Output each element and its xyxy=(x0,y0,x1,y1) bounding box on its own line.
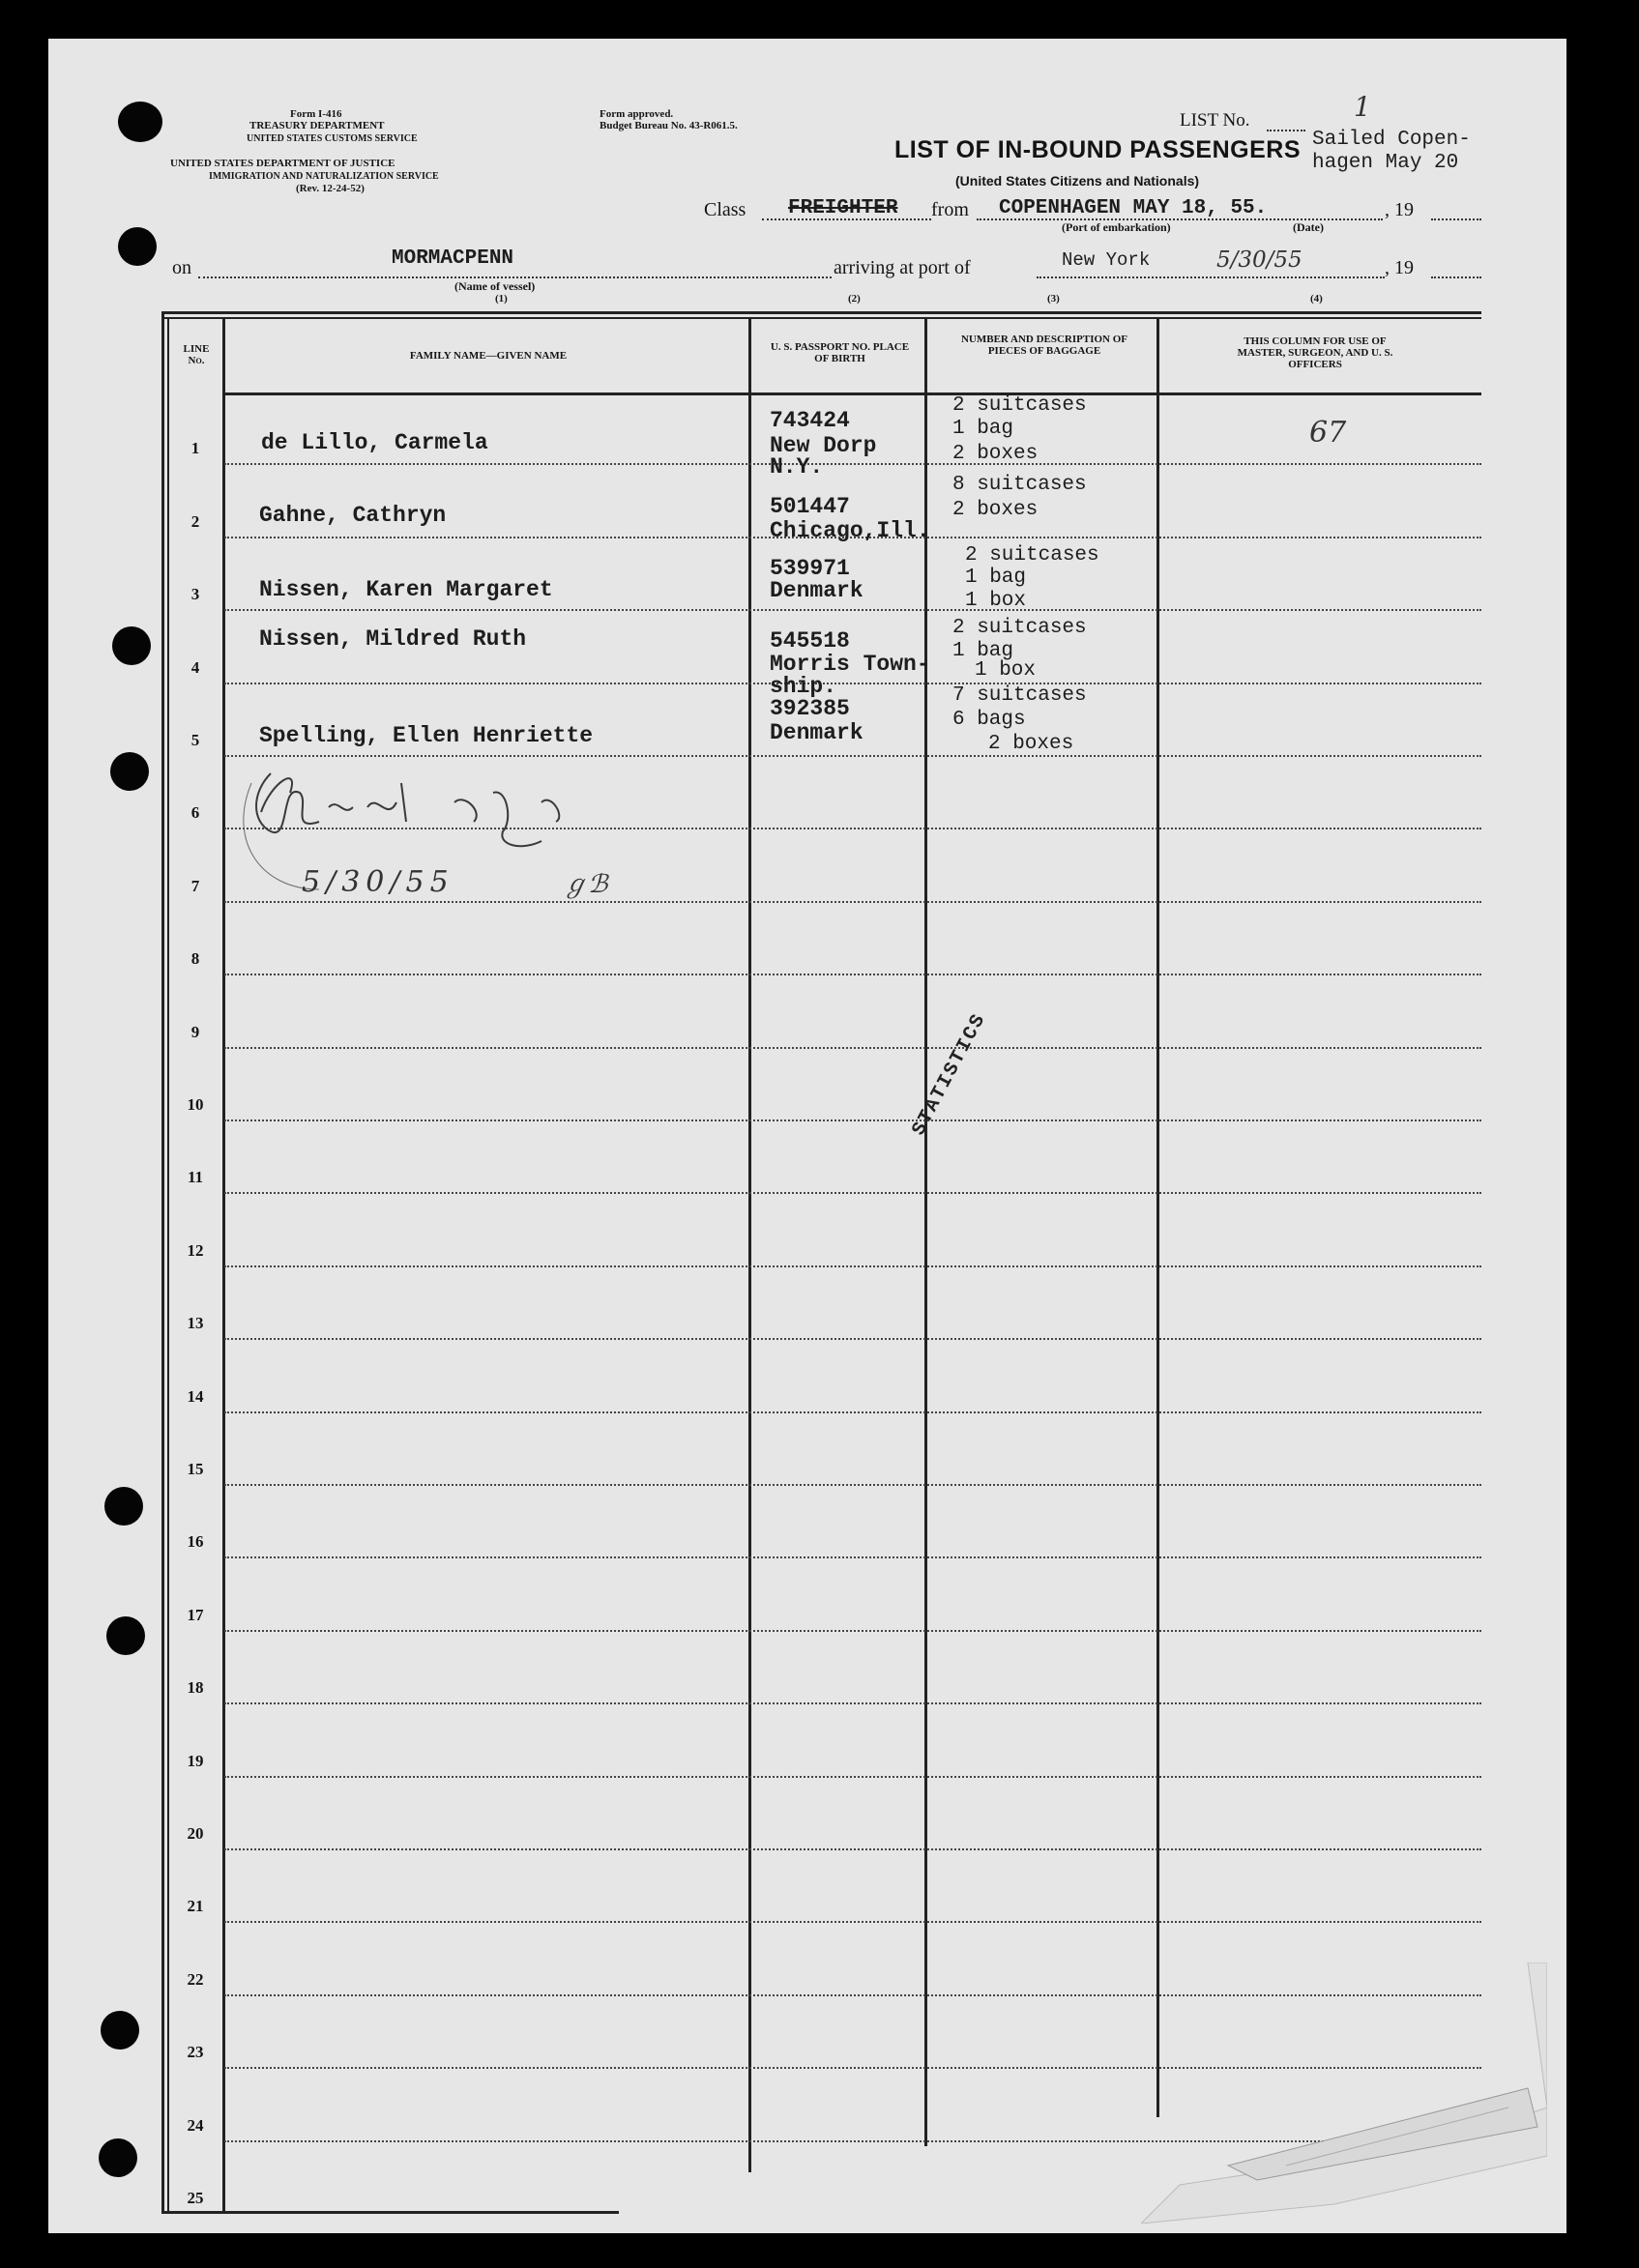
statistics-stamp: STATISTICS xyxy=(907,1009,992,1140)
row-divider xyxy=(224,1921,1481,1923)
arriving-port: New York xyxy=(1062,249,1151,271)
col-num-1: (1) xyxy=(495,293,508,305)
col-num-4: (4) xyxy=(1310,293,1323,305)
ins-service: IMMIGRATION AND NATURALIZATION SERVICE xyxy=(209,171,439,182)
line-number: 5 xyxy=(190,731,200,749)
sailed-note-1: Sailed Copen- xyxy=(1312,129,1471,151)
birth-place: Morris Town- xyxy=(770,652,930,677)
year-2-line xyxy=(1431,276,1481,278)
baggage-item: 1 bag xyxy=(965,567,1027,589)
line-number: 11 xyxy=(187,1168,204,1187)
table-bottom-border xyxy=(164,2211,619,2214)
birth-place-2: ship. xyxy=(770,674,837,699)
line-number: 13 xyxy=(187,1314,204,1333)
form-number: Form I-416 xyxy=(290,108,342,120)
passenger-name: Nissen, Mildred Ruth xyxy=(259,626,527,652)
row-divider xyxy=(224,1630,1481,1632)
class-label: Class xyxy=(704,199,746,220)
baggage-divider xyxy=(1156,319,1159,2117)
row-divider xyxy=(224,1338,1481,1340)
birth-place: Chicago,Ill. xyxy=(770,518,930,543)
birth-place-2: N.Y. xyxy=(770,454,824,480)
name-divider xyxy=(748,319,751,2172)
baggage-item: 8 suitcases xyxy=(952,474,1087,496)
birth-place: New Dorp xyxy=(770,433,877,458)
line-number: 12 xyxy=(187,1240,204,1260)
row-divider xyxy=(224,1848,1481,1850)
line-number: 16 xyxy=(187,1532,204,1552)
passport-no: 539971 xyxy=(770,556,850,581)
row-divider xyxy=(224,1702,1481,1704)
header-bottom-border xyxy=(224,393,1481,395)
handwritten-date: 5/30/55 xyxy=(302,865,454,899)
baggage-item: 2 suitcases xyxy=(952,394,1087,417)
line-number: 9 xyxy=(190,1022,200,1041)
line-number: 20 xyxy=(187,1824,204,1843)
line-number: 19 xyxy=(187,1751,204,1770)
passport-no: 392385 xyxy=(770,696,850,721)
baggage-item: 7 suitcases xyxy=(952,684,1087,707)
handwritten-initials: ℊℬ xyxy=(563,870,608,899)
baggage-item: 1 box xyxy=(975,659,1037,682)
row-divider xyxy=(224,1047,1481,1049)
passport-no: 501447 xyxy=(770,494,850,519)
line-number: 18 xyxy=(187,1678,204,1698)
row-divider xyxy=(224,1556,1481,1558)
row-divider xyxy=(224,1265,1481,1267)
arriving-label: arriving at port of xyxy=(834,257,971,278)
col-num-3: (3) xyxy=(1047,293,1060,305)
col-header-officers: THIS COLUMN FOR USE OF MASTER, SURGEON, AND U. S. OFFICERS xyxy=(1237,335,1393,370)
list-no-line xyxy=(1267,130,1305,131)
birth-place: Denmark xyxy=(770,578,863,603)
punch-hole xyxy=(104,1487,143,1526)
list-no-value: 1 xyxy=(1354,91,1371,123)
punch-hole xyxy=(110,752,149,791)
col-header-line-no: LINE No. xyxy=(183,343,210,366)
line-number: 1 xyxy=(190,439,200,458)
date-caption: (Date) xyxy=(1293,220,1324,234)
vessel-line xyxy=(198,276,832,278)
punch-hole xyxy=(118,102,162,142)
row-divider xyxy=(224,1411,1481,1413)
left-border-inner xyxy=(167,319,169,2212)
line-number: 4 xyxy=(190,657,200,677)
passport-divider xyxy=(924,319,927,2146)
vessel-caption: (Name of vessel) xyxy=(454,279,536,293)
row-divider xyxy=(224,683,1481,684)
line-number: 17 xyxy=(187,1605,204,1624)
baggage-item: 2 suitcases xyxy=(952,617,1087,639)
line-number: 25 xyxy=(187,2189,204,2207)
arriving-line xyxy=(1037,276,1385,278)
list-no-label: LIST No. xyxy=(1180,110,1250,131)
sailed-note-2: hagen May 20 xyxy=(1312,152,1459,174)
passport-no: 743424 xyxy=(770,408,850,433)
form-subtitle: (United States Citizens and Nationals) xyxy=(955,173,1200,189)
punch-hole xyxy=(101,2011,139,2050)
punch-hole xyxy=(106,1616,145,1655)
line-number: 22 xyxy=(187,1969,204,1989)
line-number: 2 xyxy=(190,511,200,531)
port-caption: (Port of embarkation) xyxy=(1062,220,1171,234)
row-divider xyxy=(224,1484,1481,1486)
from-label: from xyxy=(931,199,969,220)
baggage-item: 1 bag xyxy=(952,418,1014,440)
treasury-dept: TREASURY DEPARTMENT xyxy=(249,120,385,131)
row-divider xyxy=(224,463,1481,465)
year-1: , 19 xyxy=(1385,199,1414,220)
baggage-item: 2 boxes xyxy=(952,443,1039,465)
line-number: 14 xyxy=(187,1386,204,1406)
baggage-item: 2 boxes xyxy=(988,733,1074,755)
passenger-name: Nissen, Karen Margaret xyxy=(259,577,553,602)
col-header-passport: U. S. PASSPORT NO. PLACE OF BIRTH xyxy=(770,341,910,364)
from-value: COPENHAGEN MAY 18, 55. xyxy=(999,197,1268,219)
passenger-name: Gahne, Cathryn xyxy=(259,503,447,528)
year-1-line xyxy=(1431,218,1481,220)
vessel-name: MORMACPENN xyxy=(392,247,514,270)
passenger-name: de Lillo, Carmela xyxy=(261,430,488,455)
col-header-name: FAMILY NAME—GIVEN NAME xyxy=(409,350,568,362)
col-num-2: (2) xyxy=(848,293,861,305)
year-2: , 19 xyxy=(1385,257,1414,278)
budget-bureau: Budget Bureau No. 43-R061.5. xyxy=(600,120,738,131)
row-divider xyxy=(224,1192,1481,1194)
line-number: 10 xyxy=(187,1095,204,1114)
baggage-item: 6 bags xyxy=(952,709,1026,731)
birth-place: Denmark xyxy=(770,720,863,745)
form-approved: Form approved. xyxy=(600,108,674,120)
justice-dept: UNITED STATES DEPARTMENT OF JUSTICE xyxy=(170,158,395,169)
baggage-item: 1 box xyxy=(965,590,1027,612)
baggage-item: 2 suitcases xyxy=(965,544,1099,567)
baggage-item: 2 boxes xyxy=(952,499,1039,521)
line-number: 7 xyxy=(190,876,200,895)
officer-note: 67 xyxy=(1309,416,1347,450)
punch-hole xyxy=(99,2138,137,2177)
row-divider xyxy=(224,974,1481,975)
line-number: 24 xyxy=(187,2115,204,2135)
passenger-name: Spelling, Ellen Henriette xyxy=(259,723,594,748)
col-header-baggage: NUMBER AND DESCRIPTION OF PIECES OF BAGGAGE xyxy=(960,334,1128,357)
left-border xyxy=(161,311,164,2214)
line-number: 8 xyxy=(190,949,200,969)
on-label: on xyxy=(172,257,191,278)
line-number: 15 xyxy=(187,1460,204,1478)
line-number: 23 xyxy=(187,2043,204,2062)
row-divider xyxy=(224,1776,1481,1778)
line-number: 6 xyxy=(190,803,200,823)
line-number: 3 xyxy=(190,585,200,604)
form-title: LIST OF IN-BOUND PASSENGERS xyxy=(894,136,1302,163)
customs-service: UNITED STATES CUSTOMS SERVICE xyxy=(247,133,418,144)
row-divider xyxy=(224,609,1481,611)
line-number: 21 xyxy=(187,1897,204,1916)
row-divider xyxy=(224,1119,1481,1121)
revision-date: (Rev. 12-24-52) xyxy=(296,183,365,194)
arriving-date: 5/30/55 xyxy=(1216,247,1302,273)
table-top-border xyxy=(164,311,1481,314)
punch-hole xyxy=(118,227,157,266)
punch-hole xyxy=(112,626,151,665)
baggage-item: 1 bag xyxy=(952,640,1014,662)
class-value: FREIGHTER xyxy=(788,197,898,219)
table-top-border-inner xyxy=(164,317,1481,319)
passport-no: 545518 xyxy=(770,628,850,654)
folded-corner xyxy=(1141,1963,1547,2224)
